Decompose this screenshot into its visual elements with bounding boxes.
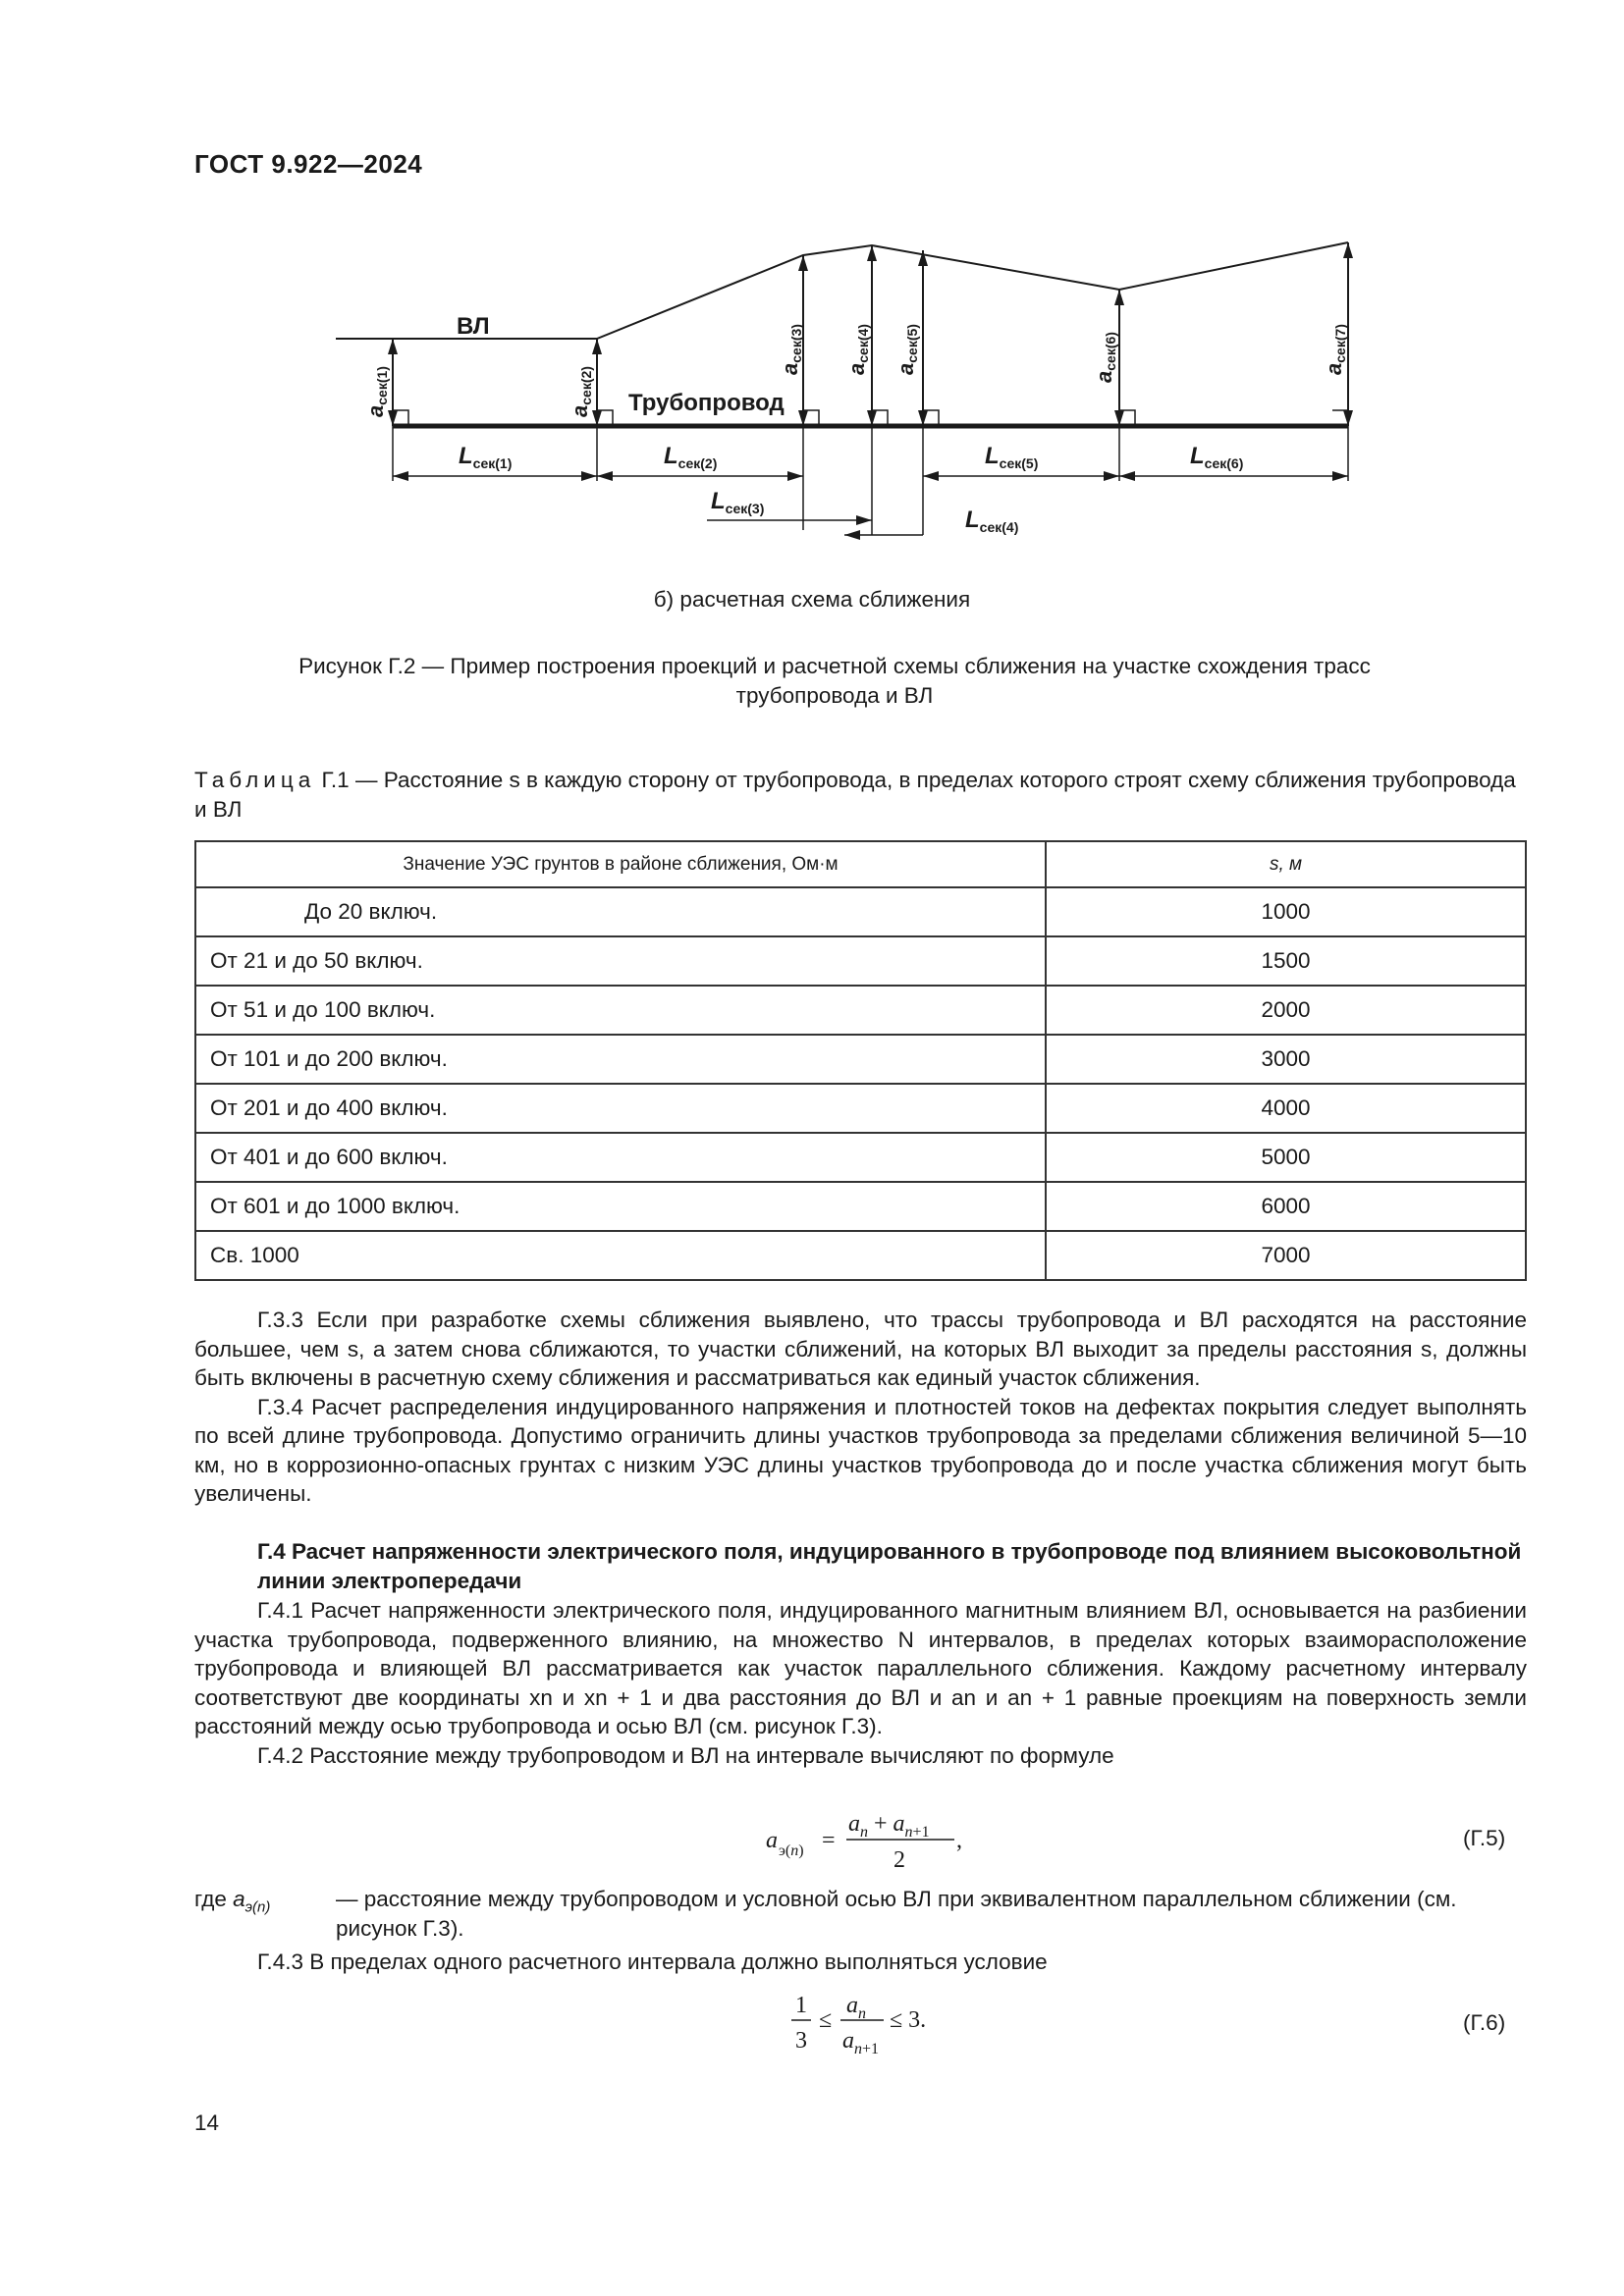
vl-label: ВЛ	[457, 313, 490, 340]
paragraph-block-g4	[194, 1596, 1527, 1770]
where-description: — расстояние между трубопроводом и условной осью ВЛ при эквивалентном параллельном сближении (см. рисунок Г.3).	[336, 1887, 1457, 1941]
svg-text:aсек(7): aсек(7)	[1322, 324, 1348, 375]
paragraph-block-g43	[194, 1948, 1527, 1977]
l-dimension-lines	[393, 476, 1348, 535]
l-sec-label: $L_{сек(4)}$	[965, 507, 1019, 535]
svg-text:an: $a_n$	[846, 1993, 866, 2022]
header-distance	[1046, 841, 1526, 887]
a-sec-label	[893, 324, 920, 375]
table-row	[195, 1084, 1526, 1133]
page-number: 14	[194, 2110, 220, 2135]
l-sec-label: $L_{сек(3)}$	[711, 488, 765, 516]
l-extension-lines	[393, 426, 1348, 535]
a-sec-label	[363, 366, 390, 417]
where-word: где	[194, 1887, 227, 1911]
a-sec-label	[778, 324, 804, 375]
resistivity-distance-table	[194, 840, 1527, 1281]
table-header-row	[195, 841, 1526, 887]
cell-range: От 201 и до 400 включ.	[195, 1084, 1046, 1133]
section-title-g4: Г.4 Расчет напряженности электрического поля, индуцированного в трубопроводе под влиянием высоковольтной линии электропередачи	[257, 1539, 1522, 1593]
formula-g6-number: (Г.6)	[1463, 2010, 1506, 2035]
svg-text:aсек(2): aсек(2)	[568, 366, 594, 417]
table-title-prefix: Таблица	[194, 768, 316, 792]
l-sec-label: $L_{сек(2)}$	[664, 443, 718, 471]
cell-range: До 20 включ.	[195, 887, 1046, 936]
cell-value: 5000	[1046, 1133, 1526, 1182]
paragraph-g41: Г.4.1 Расчет напряженности электрического поля, индуцированного магнитным влиянием ВЛ, основывается на разбиении участка трубопровода, подверженного влиянию, на множество N интервалов, в пределах которых взаиморасположение трубопровода и влияющей ВЛ рассматривается как участок параллельного сближения. Каждому расчетному интервалу соответствуют две координаты xn и xn + 1 и два расстояния до ВЛ и an и an + 1 равные проекциям на поверхность земли расстояний между осью трубопровода и осью ВЛ (см. рисунок Г.3).	[194, 1598, 1527, 1738]
cell-value: 3000	[1046, 1035, 1526, 1084]
cell-range: Св. 1000	[195, 1231, 1046, 1280]
svg-text:an + an+1: $a_n + a_n+1$	[848, 1811, 930, 1841]
pipeline-label: Трубопровод	[628, 390, 785, 416]
svg-text:aсек(1): aсек(1)	[363, 366, 390, 417]
svg-text:aсек(4): aсек(4)	[844, 324, 871, 375]
paragraph-g42: Г.4.2 Расстояние между трубопроводом и ВЛ на интервале вычисляют по формуле	[257, 1742, 1114, 1768]
cell-value: 1500	[1046, 936, 1526, 986]
svg-text:a: a	[766, 1828, 778, 1853]
l-sec-label: $L_{сек(6)}$	[1190, 443, 1244, 471]
table-row	[195, 887, 1526, 936]
svg-text:,: ,	[956, 1828, 962, 1853]
cell-value: 6000	[1046, 1182, 1526, 1231]
approach-scheme-figure	[0, 0, 1624, 589]
svg-text:aсек(5): aсек(5)	[893, 324, 920, 375]
a-sec-label	[1092, 332, 1118, 383]
formula-g5-number: (Г.5)	[1463, 1826, 1506, 1850]
where-symbol: $a_{э(n)}$	[233, 1887, 271, 1916]
figure-title: Рисунок Г.2 — Пример построения проекций и расчетной схемы сближения на участке схождения трасс трубопровода и ВЛ	[298, 654, 1371, 708]
cell-range: От 51 и до 100 включ.	[195, 986, 1046, 1035]
formula-g6-one: 1	[795, 1993, 807, 2018]
formula-g6	[776, 1983, 972, 2071]
table-row	[195, 936, 1526, 986]
a-sec-label	[568, 366, 594, 417]
paragraph-g43: Г.4.3 В пределах одного расчетного интервала должно выполняться условие	[257, 1949, 1048, 1974]
formula-g5	[746, 1806, 1001, 1875]
table-row	[195, 1133, 1526, 1182]
l-label-group	[459, 443, 1243, 535]
cell-value: 2000	[1046, 986, 1526, 1035]
arrowheads	[388, 242, 1353, 540]
formula-g6-tail: ≤ 3.	[890, 2007, 927, 2033]
svg-text:aсек(3): aсек(3)	[778, 324, 804, 375]
table-row	[195, 986, 1526, 1035]
svg-text:aсек(6): aсек(6)	[1092, 332, 1118, 383]
svg-text:=: =	[822, 1828, 836, 1853]
document-header: ГОСТ 9.922—2024	[194, 149, 423, 179]
paragraph-g34: Г.3.4 Расчет распределения индуцированного напряжения и плотностей токов на дефектах покрытия следует выполнять по всей длине трубопровода. Допустимо ограничить длины участков трубопровода за пределами сближения величиной 5—10 км, но в коррозионно-опасных грунтах с низким УЭС длины участков трубопровода до и после участка сближения могут быть увеличены.	[194, 1394, 1527, 1506]
cell-range: От 401 и до 600 включ.	[195, 1133, 1046, 1182]
cell-range: От 21 и до 50 включ.	[195, 936, 1046, 986]
table-title	[194, 766, 1530, 825]
paragraph-block-g3	[194, 1306, 1527, 1509]
cell-range: От 101 и до 200 включ.	[195, 1035, 1046, 1084]
l-sec-label: $L_{сек(1)}$	[459, 443, 513, 471]
figure-subcaption: б) расчетная схема сближения	[653, 587, 971, 612]
cell-range: От 601 и до 1000 включ.	[195, 1182, 1046, 1231]
header-distance-text: s, м	[1269, 853, 1303, 875]
table-row	[195, 1231, 1526, 1280]
where-clause	[194, 1885, 1527, 1941]
a-sec-label	[844, 324, 871, 375]
cell-value: 1000	[1046, 887, 1526, 936]
table-title-text: Г.1 — Расстояние s в каждую сторону от трубопровода, в пределах которого строят схему сближения трубопровода и ВЛ	[194, 768, 1516, 822]
svg-text:2: 2	[893, 1847, 905, 1873]
paragraph-g33: Г.3.3 Если при разработке схемы сближения выявлено, что трассы трубопровода и ВЛ расходятся на расстояние большее, чем s, а затем снова сближаются, то участки сближений, на которых ВЛ выходит за пределы расстояния s, должны быть включены в расчетную схему сближения и рассматриваться как единый участок сближения.	[194, 1308, 1527, 1390]
svg-text:an+1: $a_n+1$	[842, 2028, 880, 2057]
table-row	[195, 1182, 1526, 1231]
formula-g6-three: 3	[795, 2028, 807, 2054]
table-row	[195, 1035, 1526, 1084]
a-sec-label	[1322, 324, 1348, 375]
cell-value: 4000	[1046, 1084, 1526, 1133]
svg-text:э(n): э(n)	[779, 1842, 804, 1859]
l-sec-label: $L_{сек(5)}$	[985, 443, 1039, 471]
cell-value: 7000	[1046, 1231, 1526, 1280]
header-resistivity: Значение УЭС грунтов в районе сближения, Ом·м	[195, 841, 1046, 887]
svg-text:≤: ≤	[819, 2007, 833, 2033]
